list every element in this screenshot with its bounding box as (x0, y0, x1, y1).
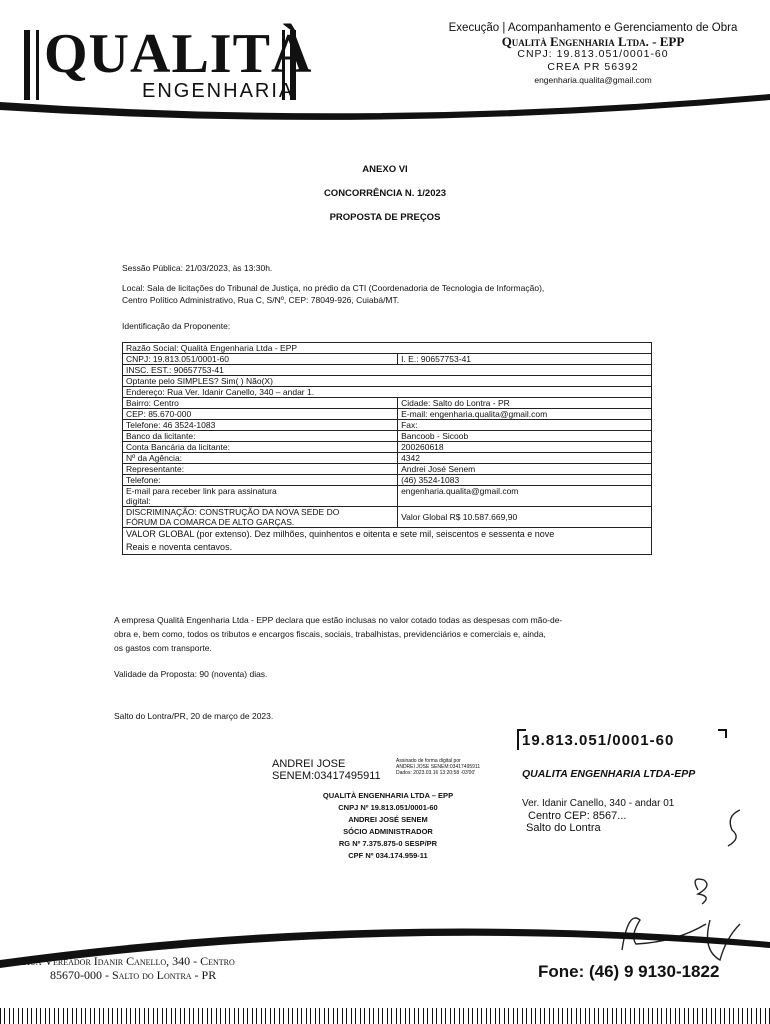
cell-insc: INSC. EST.: 90657753-41 (123, 365, 652, 376)
local-text-2: Centro Político Administrativo, Rua C, S/Nº, CEP: 78049-926, Cuiabá/MT. (122, 295, 400, 305)
header-cnpj: CNPJ: 19.813.051/0001-60 (517, 48, 669, 60)
place-date-text: Salto do Lontra/PR, 20 de março de 2023. (114, 711, 274, 721)
footer-phone: Fone: (46) 9 9130-1822 (538, 962, 720, 981)
cell-razao: Razão Social: Qualità Engenharia Ltda - EPP (123, 343, 652, 354)
validity-text: Validade da Proposta: 90 (noventa) dias. (114, 669, 268, 679)
declaration-line-3: os gastos com transporte. (114, 643, 212, 653)
sig-digital-1: Assinado de forma digital por (396, 758, 461, 764)
header-crea: CREA PR 56392 (547, 61, 639, 73)
annex-title: ANEXO VI (362, 164, 408, 175)
stamp-city: Salto do Lontra (526, 822, 601, 834)
cell-discriminacao (123, 507, 398, 528)
cell-cidade: Cidade: Salto do Lontra - PR (398, 398, 652, 409)
cell-extenso (123, 528, 652, 555)
footer-address (22, 954, 235, 982)
cell-endereco: Endereço: Rua Ver. Idanir Canello, 340 – andar 1. (123, 387, 652, 398)
cell-bairro: Bairro: Centro (123, 398, 398, 409)
cell-ie: I. E.: 90657753-41 (398, 354, 652, 365)
cell-rep-label: Representante: (123, 464, 398, 475)
extenso-line-1: VALOR GLOBAL (por extenso). Dez milhões, quinhentos e oitenta e sete mil, seiscentos e sessenta e nove (126, 529, 555, 539)
cell-cep: CEP: 85.670-000 (123, 409, 398, 420)
cell-banco: Bancoob - Sicoob (398, 431, 652, 442)
header-services: Execução | Acompanhamento e Gerenciamento de Obra (448, 22, 738, 34)
sig-role: SÓCIO ADMINISTRADOR (343, 827, 433, 836)
cell-fax: Fax: (398, 420, 652, 431)
email-link-label-1: E-mail para receber link para assinatura (126, 486, 277, 496)
cell-email-link-label (123, 486, 398, 507)
sig-person: ANDREI JOSÉ SENEM (348, 815, 428, 824)
cell-rep: Andrei José Senem (398, 464, 652, 475)
header-divider (0, 88, 770, 128)
cell-telefone: Telefone: 46 3524-1083 (123, 420, 398, 431)
signature-block (270, 790, 506, 862)
footer-pattern (0, 1008, 770, 1024)
email-link-label-2: digital: (126, 496, 151, 506)
sig-cpf: CPF Nº 034.174.959-11 (348, 851, 428, 860)
sig-name-2: SENEM:03417495911 (272, 770, 381, 782)
competition-title: CONCORRÊNCIA N. 1/2023 (323, 188, 447, 199)
cell-agencia-label: Nº da Agência: (123, 453, 398, 464)
logo-sub-text: ENGENHARIA (142, 80, 295, 102)
digital-signature-name (272, 758, 381, 782)
cell-email-link: engenharia.qualita@gmail.com (398, 486, 652, 507)
sig-digital-2: ANDREI JOSE SENEM:03417495911 (396, 764, 481, 770)
header-info (428, 22, 758, 87)
identification-label: Identificação da Proponente: (122, 321, 231, 331)
extenso-line-2: Reais e noventa centavos. (126, 542, 233, 552)
discr-line-2: FÓRUM DA COMARCA DE ALTO GARÇAS. (126, 517, 295, 527)
logo-main-text: QUALITÀ (44, 23, 313, 85)
stamp-cnpj: 19.813.051/0001-60 (522, 732, 675, 749)
cell-agencia: 4342 (398, 453, 652, 464)
local-text-1: Local: Sala de licitações do Tribunal de Justiça, no prédio da CTI (Coordenadoria de Tecnologia de Informação), (122, 283, 545, 293)
cell-simples: Optante pelo SIMPLES? Sim( ) Não(X) (123, 376, 652, 387)
footer-address-1: Rua Vereador Idanir Canello, 340 - Centro (22, 954, 235, 968)
footer-address-2: 85670-000 - Salto do Lontra - PR (50, 968, 217, 982)
discr-line-1: DISCRIMINAÇÃO: CONSTRUÇÃO DA NOVA SEDE DO (126, 507, 340, 517)
header-email: engenharia.qualita@gmail.com (534, 75, 652, 85)
proponent-table (122, 342, 652, 555)
declaration-line-2: obra e, bem como, todos os tributos e encargos fiscais, sociais, trabalhistas, previdenciários e comerciais e, ainda, (114, 629, 546, 639)
sig-rg: RG Nº 7.375.875-0 SESP/PR (338, 839, 438, 848)
digital-signature-info (396, 758, 480, 776)
sig-cnpj: CNPJ Nº 19.813.051/0001-60 (338, 803, 438, 812)
stamp-company: QUALITA ENGENHARIA LTDA-EPP (522, 768, 696, 780)
sig-digital-3: Dados: 2023.03.16 13:20:58 -03'00' (396, 770, 476, 776)
cell-banco-label: Banco da licitante: (123, 431, 398, 442)
stamp-address: Ver. Idanir Canello, 340 - andar 01 (522, 798, 675, 809)
cell-tel2: (46) 3524-1083 (398, 475, 652, 486)
sig-company: QUALITÀ ENGENHARIA LTDA – EPP (322, 791, 454, 800)
session-text: Sessão Pública: 21/03/2023, às 13:30h. (122, 263, 273, 273)
declaration-line-1: A empresa Qualità Engenharia Ltda - EPP declara que estão inclusas no valor cotado todas as despesas com mão-de- (114, 615, 563, 625)
cell-tel2-label: Telefone: (123, 475, 398, 486)
cell-cnpj: CNPJ: 19.813.051/0001-60 (123, 354, 398, 365)
cell-valor-global: Valor Global R$ 10.587.669,90 (398, 507, 652, 528)
sig-name-1: ANDREI JOSE (272, 758, 346, 770)
cell-conta-label: Conta Bancária da licitante: (123, 442, 398, 453)
cell-conta: 200260618 (398, 442, 652, 453)
header-company: Qualità Engenharia Ltda. - EPP (501, 34, 685, 49)
stamp-cep: Centro CEP: 8567... (528, 810, 627, 822)
document-titles (0, 164, 770, 236)
proposal-title: PROPOSTA DE PREÇOS (329, 212, 441, 223)
cell-email: E-mail: engenharia.qualita@gmail.com (398, 409, 652, 420)
